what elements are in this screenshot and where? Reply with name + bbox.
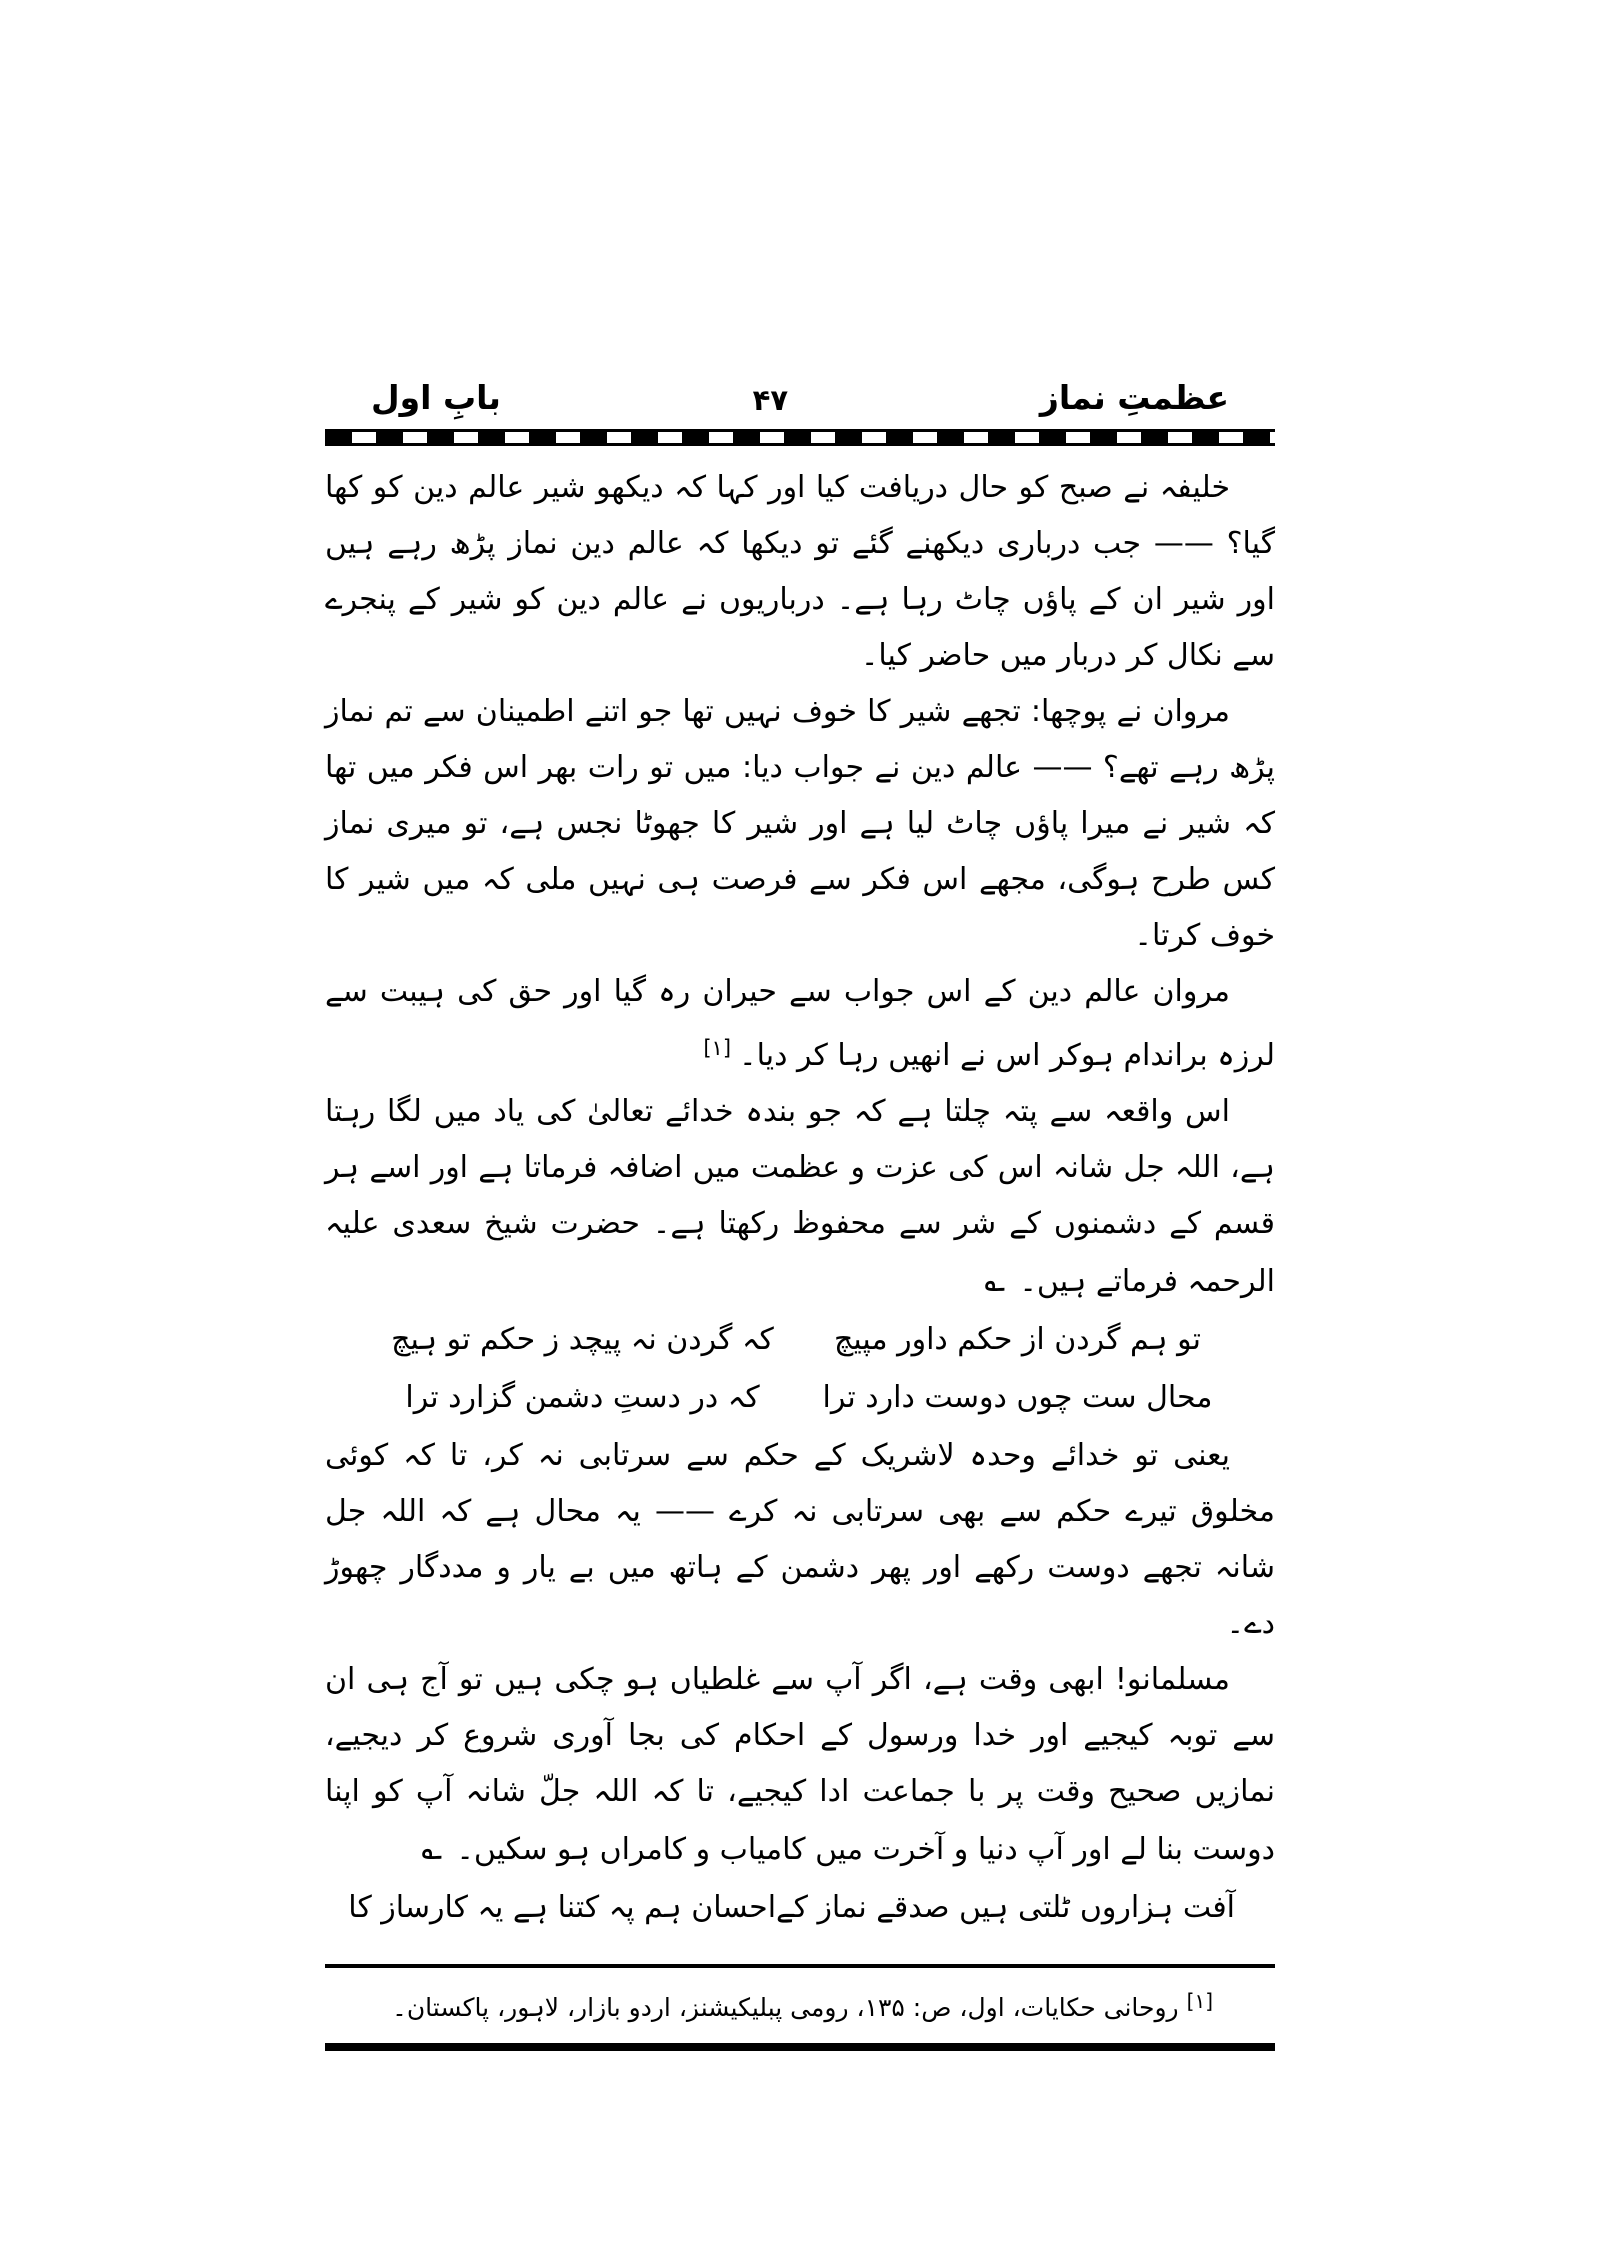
page-number: ۴۷	[752, 383, 789, 417]
hemistich-right: تو ہم گردن از حکم داور مپیچ	[834, 1322, 1201, 1357]
couplet-line	[325, 1312, 1275, 1368]
paragraph-text: اس واقعہ سے پتہ چلتا ہے کہ جو بندہ خدائے تعالیٰ کی یاد میں لگا رہتا ہے، اللہ جل شانہ اس کی عزت و عظمت میں اضافہ فرماتا ہے اور اسے ہر قسم کے دشمنوں کے شر سے محفوظ رکھتا ہے۔ حضرت شیخ سعدی علیہ الرحمہ فرماتے ہیں۔	[325, 1094, 1275, 1299]
footnote-reference: [۱]	[703, 1036, 732, 1060]
page-header	[325, 378, 1275, 417]
paragraph-text: مسلمانو! ابھی وقت ہے، اگر آپ سے غلطیاں ہو چکی ہیں تو آج ہی ان سے توبہ کیجیے اور خدا ورسول کے احکام کی بجا آوری شروع کر دیجیے، نمازیں صحیح وقت پر با جماعت ادا کیجیے، تا کہ اللہ جلّ شانہ آپ کو اپنا دوست بنا لے اور آپ دنیا و آخرت میں کامیاب و کامراں ہو سکیں۔	[325, 1662, 1275, 1867]
paragraph-moral-lesson	[325, 1084, 1275, 1310]
page-content-column	[325, 0, 1275, 2051]
paragraph-marwan-release	[325, 964, 1275, 1084]
header-separator-dashed-rule	[325, 429, 1275, 446]
paragraph-text: خلیفہ نے صبح کو حال دریافت کیا اور کہا کہ دیکھو شیر عالم دین کو کھا گیا؟ —— جب درباری دیکھنے گئے تو دیکھا کہ عالم دین نماز پڑھ رہے ہیں اور شیر ان کے پاؤں چاٹ رہا ہے۔ درباریوں نے عالم دین کو شیر کے پنجرے سے نکال کر دربار میں حاضر کیا۔	[325, 470, 1275, 673]
paragraph-text: مروان نے پوچھا: تجھے شیر کا خوف نہیں تھا جو اتنے اطمینان سے تم نماز پڑھ رہے تھے؟ —— عالم دین نے جواب دیا: میں تو رات بھر اس فکر میں تھا کہ شیر نے میرا پاؤں چاٹ لیا ہے اور شیر کا جھوٹا نجس ہے، تو میری نماز کس طرح ہوگی، مجھے اس فکر سے فرصت ہی نہیں ملی کہ میں شیر کا خوف کرتا۔	[325, 694, 1275, 953]
paragraph-call-to-muslims	[325, 1652, 1275, 1878]
chapter-title: بابِ اول	[371, 378, 501, 417]
couplet-line	[325, 1880, 1275, 1936]
closing-couplet	[325, 1880, 1275, 1936]
couplet-line	[325, 1370, 1275, 1426]
paragraph-marwan-question	[325, 684, 1275, 964]
hemistich-left: کہ گردن نہ پیچد ز حکم تو ہیچ	[391, 1322, 774, 1357]
footnote-text: روحانی حکایات، اول، ص: ۱۳۵، رومی پبلیکیشنز، اردو بازار، لاہور، پاکستان۔	[392, 1993, 1179, 2022]
hemistich-right: آفت ہزاروں ٹلتی ہیں صدقے نماز کے	[776, 1890, 1235, 1925]
hemistich-left: احسان ہم پہ کتنا ہے یہ کارساز کا	[348, 1890, 777, 1925]
paragraph-couplet-explanation	[325, 1428, 1275, 1652]
book-title: عظمتِ نماز	[1039, 378, 1229, 417]
footnote	[325, 1964, 1275, 2043]
saadi-couplet	[325, 1312, 1275, 1426]
paragraph-text: یعنی تو خدائے وحدہ لاشریک کے حکم سے سرتابی نہ کر، تا کہ کوئی مخلوق تیرے حکم سے بھی سرتابی نہ کرے —— یہ محال ہے کہ اللہ جل شانہ تجھے دوست رکھے اور پھر دشمن کے ہاتھ میں بے یار و مددگار چھوڑ دے۔	[325, 1438, 1275, 1641]
poetry-verse-sign: ؎	[984, 1259, 1006, 1300]
hemistich-left: کہ در دستِ دشمن گزارد ترا	[405, 1380, 760, 1415]
page-bottom-rule	[325, 2043, 1275, 2051]
poetry-verse-sign: ؎	[421, 1827, 443, 1868]
paragraph-text: مروان عالم دین کے اس جواب سے حیران رہ گیا اور حق کی ہیبت سے لرزہ براندام ہوکر اس نے انھیں رہا کر دیا۔	[325, 974, 1275, 1073]
paragraph-khalifa-inquiry	[325, 460, 1275, 684]
body-text	[325, 460, 1275, 1936]
footnote-marker: [۱]	[1186, 1989, 1213, 2013]
hemistich-right: محال ست چوں دوست دارد ترا	[822, 1380, 1213, 1415]
